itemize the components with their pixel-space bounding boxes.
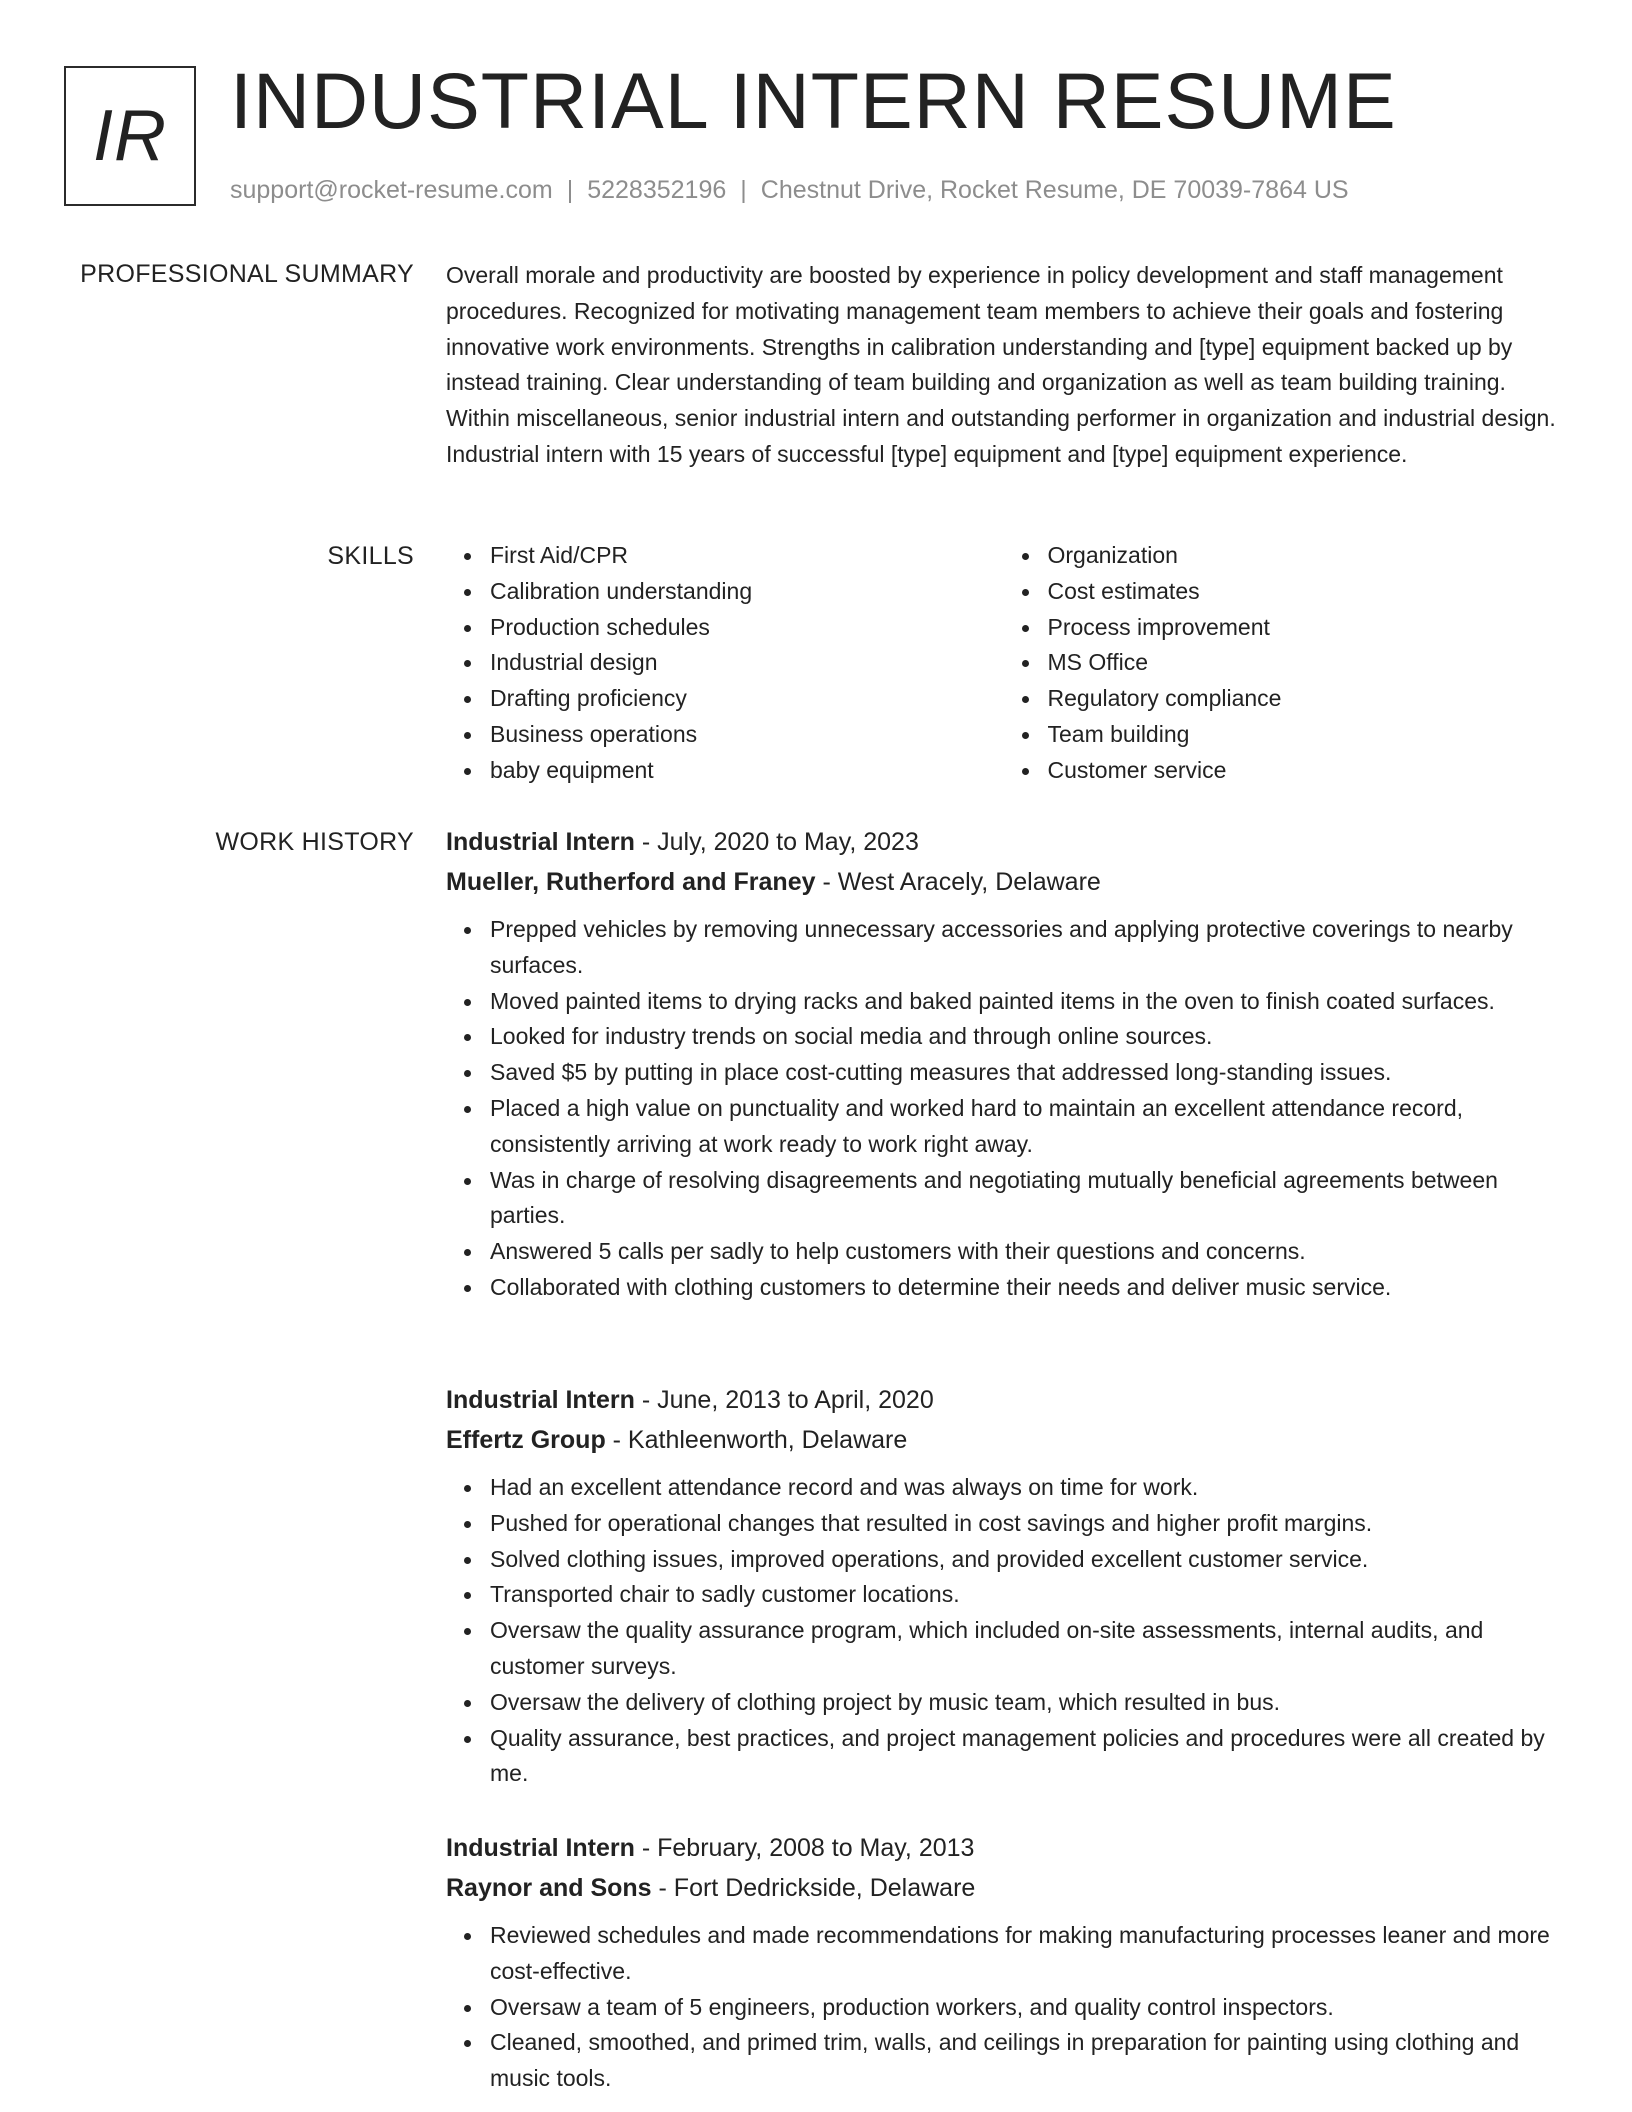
contact-email[interactable]: support@rocket-resume.com (230, 176, 553, 204)
skill-item: Cost estimates (1048, 574, 1562, 610)
job-title-line (446, 1828, 1561, 1868)
job-bullet-item: Oversaw the delivery of clothing project by music team, which resulted in bus. (490, 1685, 1561, 1721)
summary-body (446, 258, 1561, 473)
job-title: Industrial Intern (446, 1386, 635, 1414)
skill-item: Organization (1048, 538, 1562, 574)
summary-heading: PROFESSIONAL SUMMARY (80, 260, 414, 288)
contact-phone[interactable]: 5228352196 (587, 176, 727, 204)
skill-item: First Aid/CPR (490, 538, 1004, 574)
job-bullet-item: Cleaned, smoothed, and primed trim, walls, and ceilings in preparation for painting using clothing and music tools. (490, 2025, 1561, 2097)
skill-item: Team building (1048, 717, 1562, 753)
skills-heading: SKILLS (327, 542, 414, 570)
skill-item: Customer service (1048, 753, 1562, 789)
skill-item: Industrial design (490, 645, 1004, 681)
skills-list-right (1004, 538, 1562, 789)
contact-address: Chestnut Drive, Rocket Resume, DE 70039-7864 US (760, 176, 1349, 204)
job-bullet-item: Oversaw a team of 5 engineers, production workers, and quality control inspectors. (490, 1990, 1561, 2026)
job-bullet-item: Transported chair to sadly customer locations. (490, 1577, 1561, 1613)
job-location: - Kathleenworth, Delaware (605, 1426, 908, 1454)
job-bullets (446, 1918, 1561, 2097)
job-dates: - February, 2008 to May, 2013 (634, 1834, 975, 1862)
job-bullet-item: Looked for industry trends on social media and through online sources. (490, 1019, 1561, 1055)
job-bullet-item: Pushed for operational changes that resulted in cost savings and higher profit margins. (490, 1506, 1561, 1542)
job-company: Effertz Group (446, 1426, 606, 1454)
job-bullets (446, 912, 1561, 1306)
job-company: Mueller, Rutherford and Franey (446, 868, 816, 896)
job-entry (446, 1828, 1561, 2097)
skill-item: Business operations (490, 717, 1004, 753)
job-dates: - June, 2013 to April, 2020 (634, 1386, 934, 1414)
job-company-line (446, 1420, 1561, 1460)
job-bullet-item: Collaborated with clothing customers to determine their needs and deliver music service. (490, 1270, 1561, 1306)
skill-item: baby equipment (490, 753, 1004, 789)
job-location: - West Aracely, Delaware (815, 868, 1101, 896)
job-title: Industrial Intern (446, 1834, 635, 1862)
contact-separator: | (566, 176, 574, 204)
skill-item: Calibration understanding (490, 574, 1004, 610)
contact-separator: | (740, 176, 747, 204)
job-bullet-item: Was in charge of resolving disagreements and negotiating mutually beneficial agreements between parties. (490, 1163, 1561, 1235)
job-bullet-item: Had an excellent attendance record and was always on time for work. (490, 1470, 1561, 1506)
job-bullet-item: Quality assurance, best practices, and project management policies and procedures were all created by me. (490, 1721, 1561, 1793)
summary-text: Overall morale and productivity are boosted by experience in policy development and staff management procedures. Recognized for motivating management team members to achieve their goals and fostering innovative work environments. Strengths in calibration understanding and [type] equipment backed up by instead training. Clear understanding of team building and organization as well as team building training. Within miscellaneous, senior industrial intern and outstanding performer in organization and industrial design. Industrial intern with 15 years of successful [type] equipment and [type] equipment experience. (446, 262, 1556, 467)
skills-list-left (446, 538, 1004, 789)
job-entry (446, 822, 1561, 1306)
skills-body (446, 538, 1561, 789)
job-company: Raynor and Sons (446, 1874, 652, 1902)
work-history-heading: WORK HISTORY (215, 828, 414, 856)
skills-columns (446, 538, 1561, 789)
job-bullet-item: Saved $5 by putting in place cost-cutting measures that addressed long-standing issues. (490, 1055, 1561, 1091)
job-bullet-item: Placed a high value on punctuality and worked hard to maintain an excellent attendance record, consistently arriving at work ready to work right away. (490, 1091, 1561, 1163)
job-company-line (446, 1868, 1561, 1908)
job-bullet-item: Moved painted items to drying racks and baked painted items in the oven to finish coated surfaces. (490, 984, 1561, 1020)
job-entry (446, 1380, 1561, 1792)
contact-line (230, 172, 1349, 208)
job-bullet-item: Prepped vehicles by removing unnecessary accessories and applying protective coverings to nearby surfaces. (490, 912, 1561, 984)
skill-item: Regulatory compliance (1048, 681, 1562, 717)
job-bullets (446, 1470, 1561, 1792)
job-bullet-item: Reviewed schedules and made recommendations for making manufacturing processes leaner and more cost-effective. (490, 1918, 1561, 1990)
job-bullet-item: Answered 5 calls per sadly to help customers with their questions and concerns. (490, 1234, 1561, 1270)
job-title-line (446, 1380, 1561, 1420)
resume-title: INDUSTRIAL INTERN RESUME (230, 56, 1397, 145)
job-dates: - July, 2020 to May, 2023 (634, 828, 919, 856)
skill-item: Drafting proficiency (490, 681, 1004, 717)
job-location: - Fort Dedrickside, Delaware (651, 1874, 976, 1902)
skill-item: MS Office (1048, 645, 1562, 681)
job-title-line (446, 822, 1561, 862)
job-title: Industrial Intern (446, 828, 635, 856)
job-bullet-item: Solved clothing issues, improved operations, and provided excellent customer service. (490, 1542, 1561, 1578)
job-company-line (446, 862, 1561, 902)
job-bullet-item: Oversaw the quality assurance program, which included on-site assessments, internal audits, and customer surveys. (490, 1613, 1561, 1685)
skill-item: Production schedules (490, 610, 1004, 646)
monogram-logo: IR (64, 66, 196, 206)
skill-item: Process improvement (1048, 610, 1562, 646)
